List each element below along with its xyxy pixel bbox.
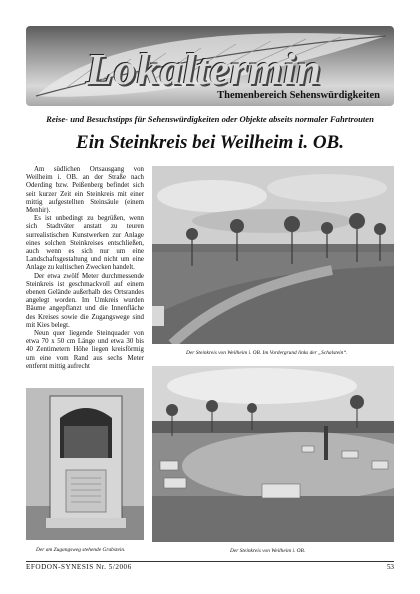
article-headline: Ein Steinkreis bei Weilheim i. OB. bbox=[76, 132, 344, 153]
article-body bbox=[26, 166, 144, 371]
photo3-caption: Der Steinkreis von Weilheim i. OB. bbox=[230, 548, 306, 554]
footer-publication: EFODON-SYNESIS Nr. 5/2006 bbox=[26, 563, 132, 571]
photo-stone-circle-blocks bbox=[152, 366, 394, 542]
body-paragraph: Neun quer liegende Steinquader von etwa 70 x 50 cm Länge und etwa 30 bis 40 Zentimetern Höhe liegen kreisförmig um eine vom Rand aus sechs Meter entfernt mittig aufrecht bbox=[26, 330, 144, 370]
footer-divider bbox=[26, 561, 394, 562]
body-paragraph: Am südlichen Ortsausgang von Weilheim i. OB. an der Straße nach Oderding bzw. Peißenberg befindet sich seit kurzer Zeit ein Steinkreis mit einer mittig aufgestellten Steinsäule (einem Menhir). bbox=[26, 166, 144, 215]
page-number: 53 bbox=[386, 563, 394, 571]
photo2-caption: Der am Zugangsweg stehende Grabstein. bbox=[36, 547, 126, 553]
photo1-caption: Der Steinkreis von Weilheim i. OB. Im Vordergrund links der „Schalstein“. bbox=[186, 350, 348, 356]
photo-stone-circle-wide bbox=[152, 166, 394, 344]
masthead-title: Lokaltermin bbox=[86, 45, 322, 94]
body-paragraph: Es ist unbedingt zu begrüßen, wenn sich Stadtväter anstatt zu teuren surrealistischen Kunstwerken zur Anlage eines solchen Steinkreises entschließen, auch wenn es sich nur um eine Landschaftsgestaltung und nicht um eine Anlage zu kultischen Zwecken handelt. bbox=[26, 215, 144, 272]
body-paragraph: Der etwa zwölf Meter durchmessende Steinkreis ist geschmackvoll auf einem ebenen Gelände außerhalb des Ortsrandes angelegt worden. Im Umkreis wurden Bäume angepflanzt und die Innenfläche des Kreises sowie die Zugangswege sind mit Kies belegt. bbox=[26, 272, 144, 329]
masthead-subtitle: Themenbereich Sehenswürdigkeiten bbox=[217, 90, 380, 101]
photo-gravestone bbox=[26, 388, 144, 540]
tagline: Reise- und Besuchstipps für Sehenswürdigkeiten oder Objekte abseits normaler Fahrtrouten bbox=[46, 114, 374, 124]
masthead-banner bbox=[26, 26, 394, 106]
